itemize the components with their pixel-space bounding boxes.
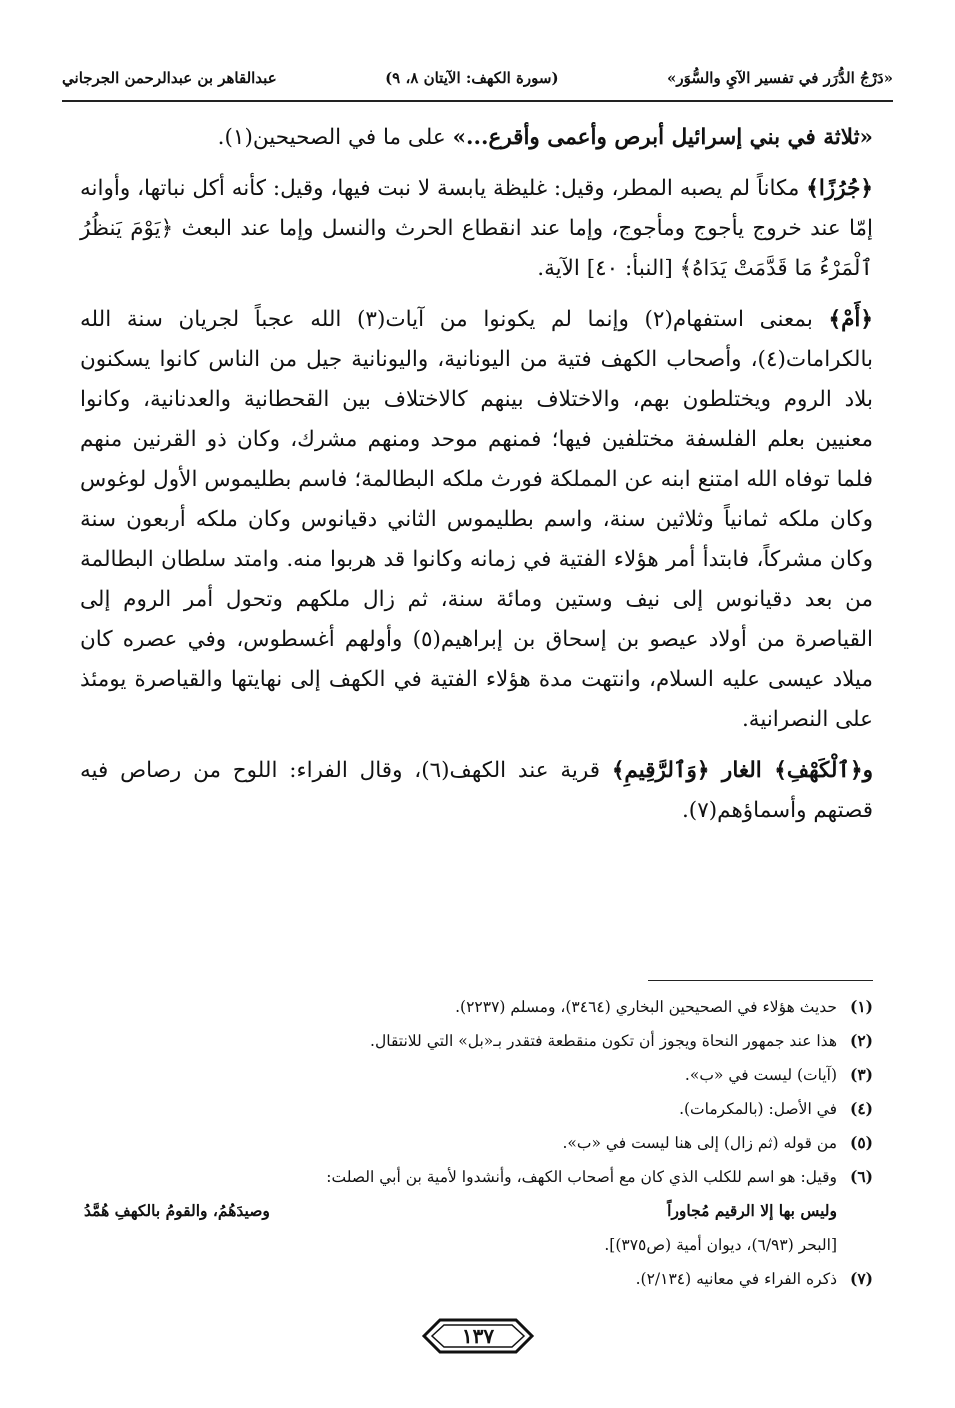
author-name: عبدالقاهر بن عبدالرحمن الجرجاني — [62, 69, 277, 87]
poem-verse — [80, 1194, 873, 1228]
footnote — [80, 1058, 873, 1092]
paragraph-highlight: ﴿جُرُزًا﴾ — [806, 176, 873, 201]
poem-hemistich-2: وصيدَهُمُ، والقومُ بالكهفِ هُمَّدُ — [84, 1201, 270, 1220]
footnotes — [80, 990, 873, 1296]
footnote-number: (٤) — [849, 1099, 873, 1118]
footnote-number: (٥) — [849, 1133, 873, 1152]
footnote — [80, 1262, 873, 1296]
main-text — [80, 118, 873, 842]
footnote-number: (٦) — [849, 1167, 873, 1186]
paragraph — [80, 169, 873, 289]
footnote-rule — [648, 980, 873, 981]
book-title: «دَرْجُ الدُّرَر في تفسير الآيِ والسُّوَر» — [666, 69, 893, 87]
poem-hemistich-1: وليس بها إلا الرقيم مُجاوراً — [667, 1201, 837, 1220]
paragraph-text: على ما في الصحيحين(١). — [217, 125, 453, 150]
footnote-text: هذا عند جمهور النحاة ويجوز أن تكون منقطعة فتقدر بـ«بل» التي للانتقال. — [370, 1032, 837, 1050]
paragraph — [80, 118, 873, 158]
page-number: ١٣٧ — [461, 1324, 495, 1348]
paragraph-text: بمعنى استفهام(٢) وإنما لم يكونوا من آيات(٣) الله عجباً لجريان سنة الله بالكرامات(٤)، وأصحاب الكهف فتية من اليونانية، واليونانية جيل من الناس كانوا يسكنون بلاد الروم ويختلطون بهم، والاختلاف بينهم كالاختلاف بين القحطانية والعدنانية، وكانوا معنيين بعلم الفلسفة مختلفين فيها؛ فمنهم موحد ومنهم مشرك، وكان ذو القرنين منهم فلما توفاه الله امتنع ابنه عن المملكة فورث ملكه البطالمة؛ فاسم بطليموس الأول لوغوس وكان ملكه ثمانياً وثلاثين سنة، واسم بطليموس الثاني دقيانوس وكان ملكه أربعون سنة وكان مشركاً، فابتدأ أمر هؤلاء الفتية في زمانه وكانوا قد هربوا منه. وامتد سلطان البطالمة من بعد دقيانوس إلى نيف وستين ومائة سنة، ثم زال ملكهم وتحول أمر الروم إلى القياصرة من أولاد عيصو بن إسحاق بن إبراهيم(٥) وأولهم أغسطوس، وفي عصره كان ميلاد عيسى عليه السلام، وانتهت مدة هؤلاء الفتية في الكهف إلى نهايتها والقياصرة يومئذ على النصرانية. — [80, 307, 873, 732]
footnote-text: وقيل: هو اسم للكلب الذي كان مع أصحاب الكهف، وأنشدوا لأمية بن أبي الصلت: — [326, 1168, 837, 1186]
paragraph-text: مكاناً لم يصبه المطر، وقيل: غليظة يابسة لا نبت فيها، وقيل: كأنه أكل نباتها، وأوانه إمّا عند خروج يأجوج ومأجوج، وإما عند انقطاع الحرث والنسل وإما عند البعث ﴿يَوْمَ يَنظُرُ ٱلْمَرْءُ مَا قَدَّمَتْ يَدَاهُ﴾ [النبأ: ٤٠] الآية. — [80, 176, 873, 281]
footnote-number: (٧) — [849, 1269, 873, 1288]
footnote — [80, 990, 873, 1024]
paragraph-highlight: «ثلاثة في بني إسرائيل أبرص وأعمى وأقرع...» — [452, 125, 873, 150]
running-header — [62, 60, 893, 96]
paragraph — [80, 300, 873, 740]
surah-info: (سورة الكهف: الآيتان ٨، ٩) — [385, 69, 559, 87]
page-number-ornament — [418, 1316, 538, 1356]
footnote — [80, 1024, 873, 1058]
paragraph-highlight: و﴿ٱلْكَهْفِ﴾ الغار ﴿وَٱلرَّقِيمِ﴾ — [611, 758, 873, 783]
poem-source: [البحر (٦/٩٣)، ديوان أمية (ص٣٧٥)]. — [604, 1236, 837, 1254]
footnote-number: (٢) — [849, 1031, 873, 1050]
footnote-text: من قوله (ثم زال) إلى هنا ليست في «ب». — [562, 1134, 837, 1152]
header-rule — [62, 100, 893, 102]
paragraph-text: قرية عند الكهف(٦)، وقال الفراء: اللوح من رصاص فيه قصتهم وأسماؤهم(٧). — [80, 758, 873, 823]
footnote-text: ذكره الفراء في معانيه (٢/١٣٤). — [635, 1270, 837, 1288]
paragraph-highlight: ﴿أَمْ﴾ — [828, 307, 873, 332]
footnote — [80, 1126, 873, 1160]
footnote-number: (١) — [849, 997, 873, 1016]
paragraph — [80, 751, 873, 831]
footnote-text: (آيات) ليست في «ب». — [684, 1066, 837, 1084]
footnote — [80, 1160, 873, 1194]
footnote-number: (٣) — [849, 1065, 873, 1084]
footnote — [80, 1092, 873, 1126]
footnote-text: حديث هؤلاء في الصحيحين البخاري (٣٤٦٤)، ومسلم (٢٢٣٧). — [455, 998, 837, 1016]
footnote-text: في الأصل: (بالمكرمات). — [679, 1100, 837, 1118]
